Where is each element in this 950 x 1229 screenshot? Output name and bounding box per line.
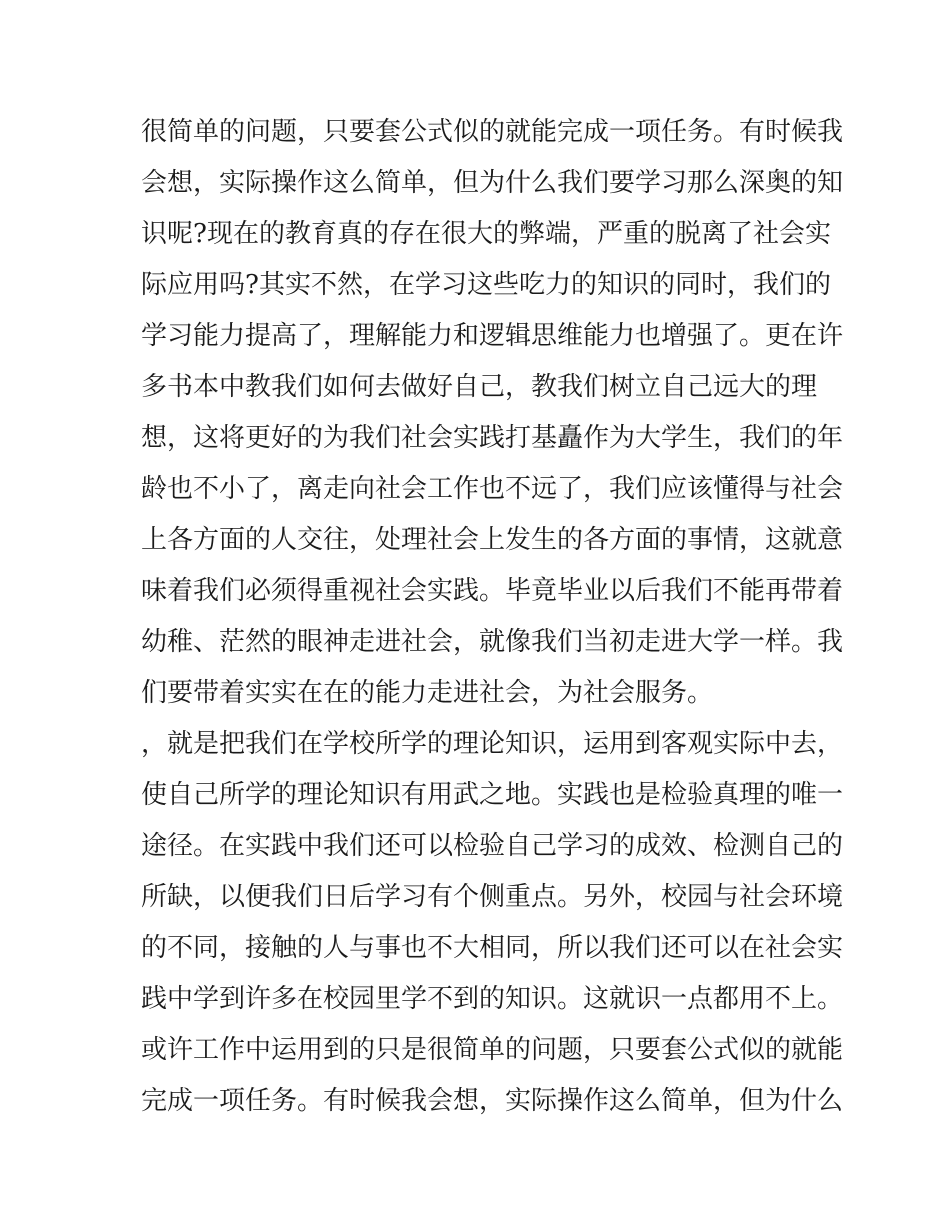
text-line: 龄也不小了，离走向社会工作也不远了，我们应该懂得与社会: [141, 474, 844, 504]
text-line: 所缺，以便我们日后学习有个侧重点。另外，校园与社会环境: [141, 882, 844, 912]
text-line: 会想，实际操作这么简单，但为什么我们要学习那么深奥的知: [141, 168, 844, 198]
text-line: 学习能力提高了，理解能力和逻辑思维能力也增强了。更在许: [141, 321, 844, 351]
text-line: 途径。在实践中我们还可以检验自己学习的成效、检测自己的: [141, 831, 844, 861]
text-line: ，就是把我们在学校所学的理论知识，运用到客观实际中去，: [141, 729, 844, 759]
text-line: 的不同，接触的人与事也不大相同，所以我们还可以在社会实: [141, 933, 844, 963]
text-line: 味着我们必须得重视社会实践。毕竟毕业以后我们不能再带着: [141, 576, 844, 606]
body-text: [141, 107, 844, 1127]
text-line: 或许工作中运用到的只是很简单的问题，只要套公式似的就能: [141, 1035, 844, 1065]
text-line: 完成一项任务。有时候我会想，实际操作这么简单，但为什么: [141, 1086, 844, 1116]
text-line: 幼稚、茫然的眼神走进社会，就像我们当初走进大学一样。我: [141, 627, 844, 657]
text-line: 上各方面的人交往，处理社会上发生的各方面的事情，这就意: [141, 525, 844, 555]
text-line: 践中学到许多在校园里学不到的知识。这就识一点都用不上。: [141, 984, 844, 1014]
text-line: 使自己所学的理论知识有用武之地。实践也是检验真理的唯一: [141, 780, 844, 810]
text-line: 多书本中教我们如何去做好自己，教我们树立自己远大的理: [141, 372, 818, 402]
text-line: 际应用吗?其实不然，在学习这些吃力的知识的同时，我们的: [141, 270, 831, 300]
text-line: 想，这将更好的为我们社会实践打基矗作为大学生，我们的年: [141, 423, 844, 453]
text-line: 识呢?现在的教育真的存在很大的弊端，严重的脱离了社会实: [141, 219, 831, 249]
text-line: 们要带着实实在在的能力走进社会，为社会服务。: [141, 678, 714, 708]
text-line: 很简单的问题，只要套公式似的就能完成一项任务。有时候我: [141, 117, 844, 147]
